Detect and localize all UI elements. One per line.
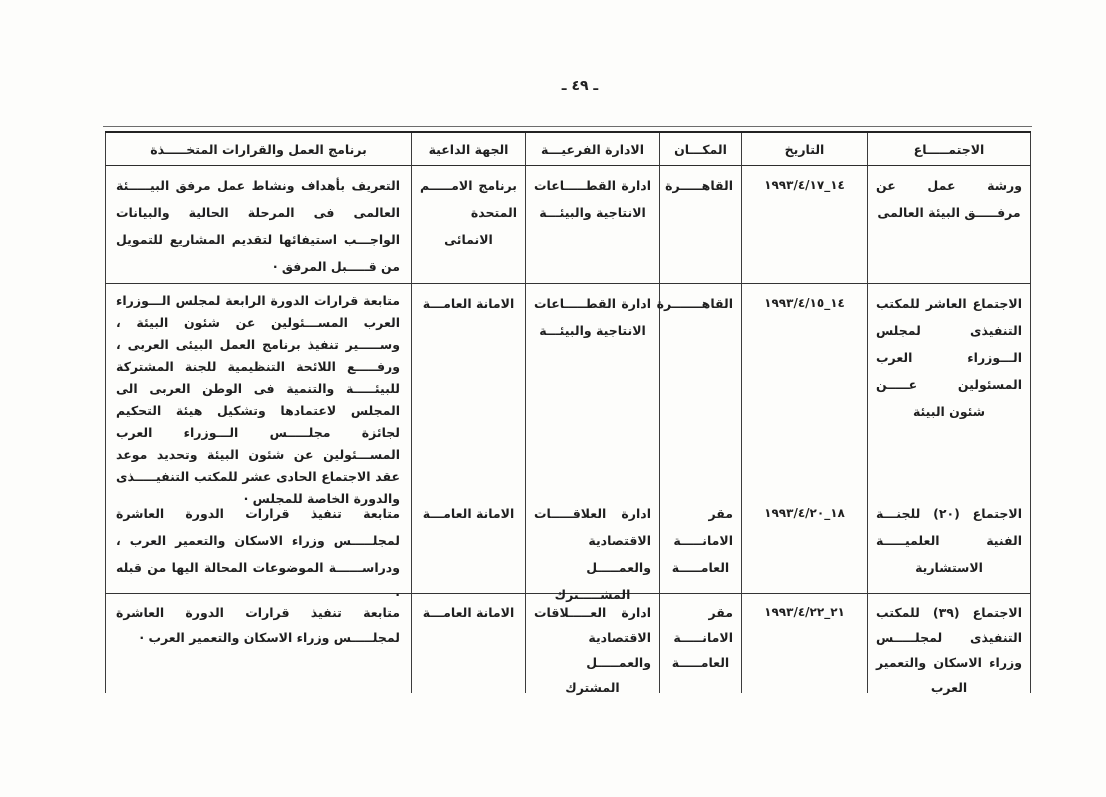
cell-program: متابعة قرارات الدورة الرابعة لمجلس الـــوزراء العرب المســـئولين عن شئون البيئة ، وســـــير تنفيذ برنامج العمل البيئى العربى ، ورفـــــع اللائحة التنظيمية للجنة المشتركة للبيئـــــة والتنمية فى الوطن العربى الى المجلس لاعتمادها وتشكيل هيئة التحكيم لجائزة مجلـــــس الـــوزراء العرب المســـئولين عن شئون البيئة وتحديد موعد عقد الاجتماع الحادى عشر للمكتب التنفيـــــذى والدورة الخاصة للمجلس · — [105, 284, 411, 494]
cell-inviting: برنامج الامـــــم المتحدة الانمائى — [411, 166, 525, 284]
cell-program: التعريف بأهداف ونشاط عمل مرفق البيـــــئة العالمى فى المرحلة الحالية والبيانات الواجـــب استيفائها لتقديم المشاريع للتمويل من قـــــبل المرفق · — [105, 166, 411, 284]
cell-meeting: الاجتماع (٣٩) للمكتب التنفيذى لمجلـــــس وزراء الاسكان والتعمير العرب — [867, 594, 1031, 693]
cell-inviting: الامانة العامـــة — [411, 494, 525, 594]
cell-location: القاهـــــرة — [659, 166, 741, 284]
cell-location: مقر الامانـــــة العامـــــة — [659, 594, 741, 693]
cell-meeting: الاجتماع (٢٠) للجنـــة الفنية العلميـــــة الاستشارية — [867, 494, 1031, 594]
cell-subdept: ادارة القطـــــاعات الانتاجية والبيئـــة — [525, 166, 659, 284]
column-header-subdept: الادارة الفرعيـــة — [525, 133, 659, 166]
cell-meeting: الاجتماع العاشر للمكتب التنفيذى لمجلس الـــوزراء العرب المسئولين عـــــن شئون البيئة — [867, 284, 1031, 494]
table-top-rule — [103, 126, 1032, 127]
column-header-inviting: الجهة الداعية — [411, 133, 525, 166]
cell-date: ١٩٩٣/٤/٢٠_١٨ — [741, 494, 867, 594]
page-number: ـ ٤٩ ـ — [561, 78, 599, 94]
cell-subdept: ادارة العـــــلاقات الاقتصادية والعمـــــل المشترك — [525, 594, 659, 693]
cell-location: القاهـــــــرة — [659, 284, 741, 494]
column-header-date: التاريخ — [741, 133, 867, 166]
meetings-table — [105, 131, 1031, 693]
cell-program: متابعة تنفيذ قرارات الدورة العاشرة لمجلـــــس وزراء الاسكان والتعمير العرب ، ودراســــــة الموضوعات المحالة اليها من قبله · — [105, 494, 411, 594]
cell-date: ١٩٩٣/٤/١٧_١٤ — [741, 166, 867, 284]
column-header-meeting: الاجتمـــــاع — [867, 133, 1031, 166]
cell-subdept: ادارة العلاقـــــات الاقتصادية والعمـــــل المشـــــترك — [525, 494, 659, 594]
cell-program: متابعة تنفيذ قرارات الدورة العاشرة لمجلـــــس وزراء الاسكان والتعمير العرب · — [105, 594, 411, 693]
cell-date: ١٩٩٣/٤/١٥_١٤ — [741, 284, 867, 494]
column-header-location: المكـــان — [659, 133, 741, 166]
column-header-program: برنامج العمل والقرارات المتخـــــذة — [105, 133, 411, 166]
cell-subdept: ادارة القطـــــاعات الانتاجية والبيئـــة — [525, 284, 659, 494]
cell-meeting: ورشة عمل عن مرفـــــق البيئة العالمى — [867, 166, 1031, 284]
cell-location: مقر الامانـــــة العامـــــة — [659, 494, 741, 594]
cell-inviting: الامانة العامـــة — [411, 284, 525, 494]
cell-inviting: الامانة العامـــة — [411, 594, 525, 693]
cell-date: ١٩٩٣/٤/٢٢_٢١ — [741, 594, 867, 693]
